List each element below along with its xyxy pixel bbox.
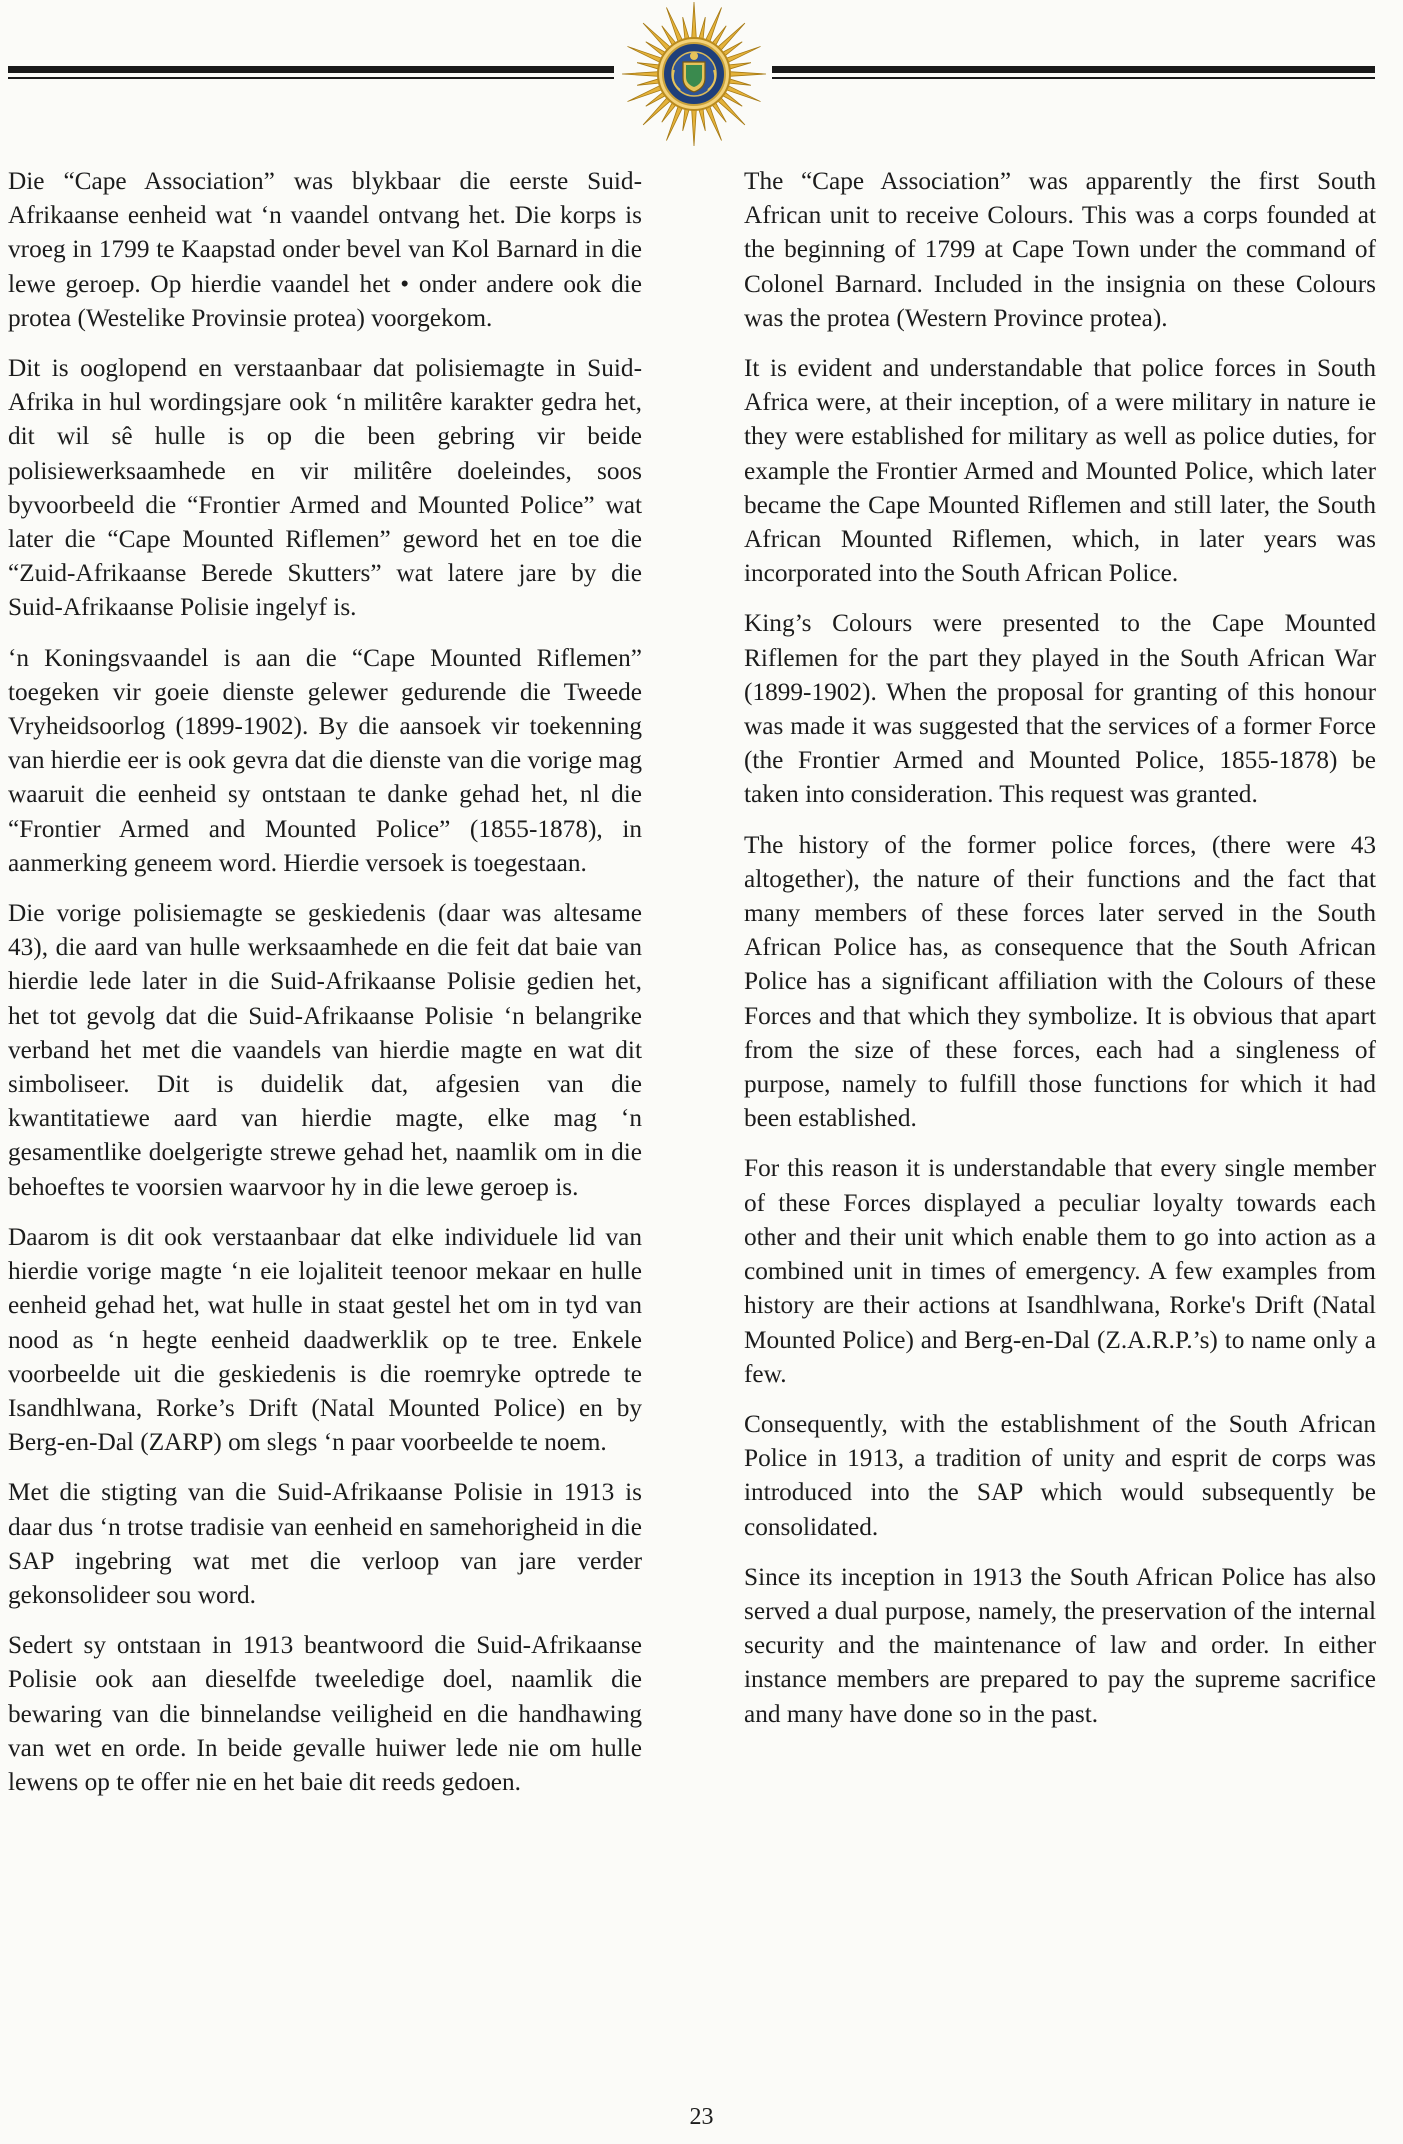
- english-paragraph: King’s Colours were presented to the Cape Mounted Riflemen for the part they played in the South African War (1899-1902). When the proposal for granting of this honour was made it was suggested that the services of a former Force (the Frontier Armed and Mounted Police, 1855-1878) be taken into consideration. This request was granted.: [744, 609, 1376, 809]
- police-star-emblem-icon: [618, 0, 770, 152]
- english-column: [744, 164, 1376, 1747]
- afrikaans-paragraph: Sedert sy ontstaan in 1913 beantwoord die Suid-Afrikaanse Polisie ook aan dieselfde tweeledige doel, naamlik die bewaring van die binnelandse veiligheid en die handhawing van wet en orde. In beide gevalle huiwer lede nie om hulle lewens op te offer nie en het baie dit reeds gedoen.: [8, 1631, 642, 1796]
- english-paragraph: Consequently, with the establishment of the South African Police in 1913, a tradition of unity and esprit de corps was introduced into the SAP which would subsequently be consolidated.: [744, 1409, 1376, 1541]
- english-paragraph: Since its inception in 1913 the South African Police has also served a dual purpose, namely, the preservation of the internal security and the maintenance of law and order. In either instance members are prepared to pay the supreme sacrifice and many have done so in the past.: [744, 1562, 1376, 1728]
- english-paragraph: It is evident and understandable that police forces in South Africa were, at their inception, of a were military in nature ie they were established for military as well as police duties, for example the Frontier Armed and Mounted Police, which later became the Cape Mounted Riflemen and still later, the South African Mounted Riflemen, which, in later years was incorporated into the South African Police.: [744, 354, 1376, 588]
- english-paragraph: The history of the former police forces, (there were 43 altogether), the nature of their functions and the fact that many members of these forces later served in the South African Police has, as consequence that the South African Police has a significant affiliation with the Colours of these Forces and that which they symbolize. It is obvious that apart from the size of these forces, each had a singleness of purpose, namely to fulfill those functions for which it had been established.: [744, 830, 1376, 1133]
- afrikaans-paragraph: Die “Cape Association” was blykbaar die eerste Suid-Afrikaanse eenheid wat ‘n vaandel ontvang het. Die korps is vroeg in 1799 te Kaapstad onder bevel van Kol Barnard in die lewe geroep. Op hierdie vaandel het • onder andere ook die protea (Westelike Provinsie protea) voorgekom.: [8, 167, 642, 332]
- afrikaans-paragraph: ‘n Koningsvaandel is aan die “Cape Mounted Riflemen” toegeken vir goeie dienste gelewer gedurende die Tweede Vryheidsoorlog (1899-1902). By die aansoek vir toekenning van hierdie eer is ook gevra dat die dienste van die vorige mag waaruit die eenheid sy ontstaan te danke gehad het, nl die “Frontier Armed and Mounted Police” (1855-1878), in aanmerking geneem word. Hierdie versoek is toegestaan.: [8, 643, 642, 877]
- english-paragraph: For this reason it is understandable that every single member of these Forces displayed a peculiar loyalty towards each other and their unit which enable them to go into action as a combined unit in times of emergency. A few examples from history are their actions at Isandhlwana, Rorke's Drift (Natal Mounted Police) and Berg-en-Dal (Z.A.R.P.’s) to name only a few.: [744, 1154, 1376, 1388]
- afrikaans-paragraph: Dit is ooglopend en verstaanbaar dat polisiemagte in Suid-Afrika in hul wordingsjare ook ‘n militêre karakter gedra het, dit wil sê hulle is op die been gebring vir beide polisiewerksaamhede en vir militêre doeleindes, soos byvoorbeeld die “Frontier Armed and Mounted Police” wat later die “Cape Mounted Riflemen” geword het en toe die “Zuid-Afrikaanse Berede Skutters” wat latere jare by die Suid-Afrikaanse Polisie ingelyf is.: [8, 354, 642, 622]
- afrikaans-column: [8, 164, 642, 1815]
- english-paragraph: The “Cape Association” was apparently the first South African unit to receive Colours. This was a corps founded at the beginning of 1799 at Cape Town under the command of Colonel Barnard. Included in the insignia on these Colours was the protea (Western Province protea).: [744, 167, 1376, 332]
- afrikaans-paragraph: Daarom is dit ook verstaanbaar dat elke individuele lid van hierdie vorige magte ‘n eie lojaliteit teenoor mekaar en hulle eenheid gehad het, wat hulle in staat gestel het om in tyd van nood as ‘n hegte eenheid daadwerklik op te tree. Enkele voorbeelde uit die geskiedenis is die roemryke optrede te Isandhlwana, Rorke’s Drift (Natal Mounted Police) en by Berg-en-Dal (ZARP) om slegs ‘n paar voorbeelde te noem.: [8, 1222, 642, 1457]
- page-number: 23: [689, 2104, 714, 2130]
- page-header: [0, 0, 1403, 160]
- afrikaans-paragraph: Met die stigting van die Suid-Afrikaanse Polisie in 1913 is daar dus ‘n trotse tradisie van eenheid en samehorigheid in die SAP ingebring wat met die verloop van jare verder gekonsolideer sou word.: [8, 1478, 642, 1609]
- afrikaans-paragraph: Die vorige polisiemagte se geskiedenis (daar was altesame 43), die aard van hulle werksaamhede en die feit dat baie van hierdie lede later in die Suid-Afrikaanse Polisie gedien het, het tot gevolg dat die Suid-Afrikaanse Polisie ‘n belangrike verband het met die vaandels van hierdie magte en wat dit simboliseer. Dit is duidelik dat, afgesien van die kwantitatiewe aard van hierdie magte, elke mag ‘n gesamentlike doelgerigte strewe gehad het, naamlik om in die behoeftes te voorsien waarvoor hy in die lewe geroep is.: [8, 899, 642, 1201]
